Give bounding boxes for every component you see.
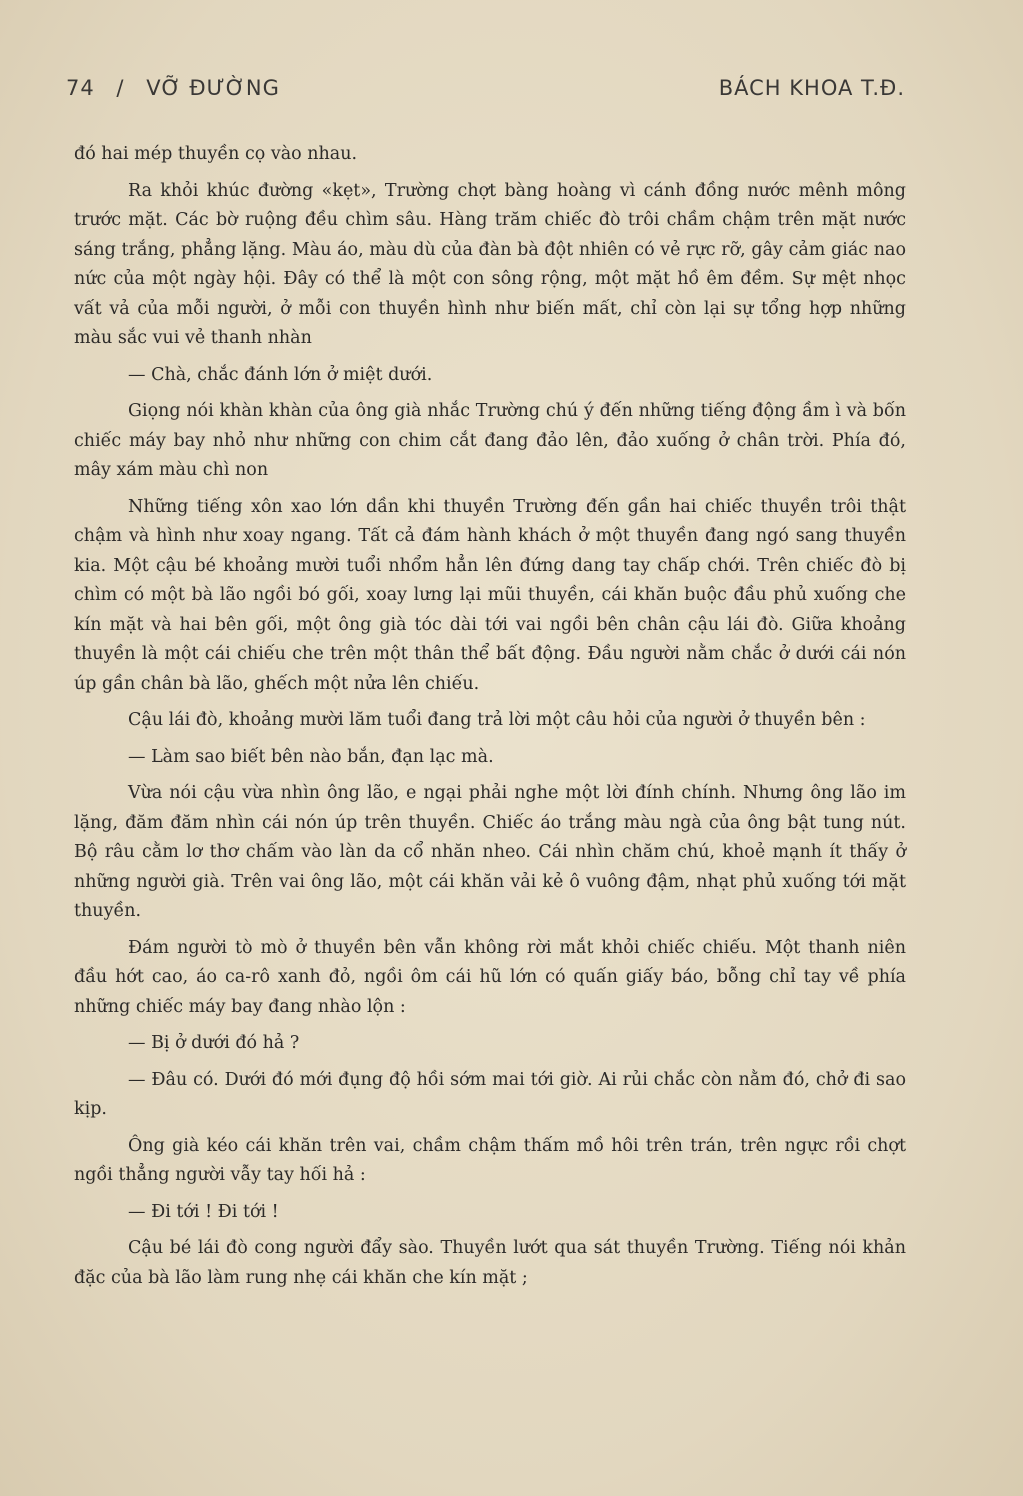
dialogue-line: — Bị ở dưới đó hả ? bbox=[128, 1033, 300, 1053]
story-title: VỠ ĐƯỜNG bbox=[146, 76, 280, 100]
running-header bbox=[66, 76, 905, 100]
magazine-name: BÁCH KHOA T.Đ. bbox=[718, 76, 905, 100]
article-body bbox=[74, 140, 906, 1300]
dialogue-line: — Làm sao biết bên nào bắn, đạn lạc mà. bbox=[128, 746, 494, 767]
paragraph: Cậu bé lái đò cong người đẩy sào. Thuyền lướt qua sát thuyền Trường. Tiếng nói khản đặc của bà lão làm rung nhẹ cái khăn che kín mặt ; bbox=[74, 1238, 906, 1288]
page-number: 74 bbox=[66, 76, 95, 100]
paragraph: Những tiếng xôn xao lớn dần khi thuyền Trường đến gần hai chiếc thuyền trôi thật chậm và hình như xoay ngang. Tất cả đám hành khách ở một thuyền đang ngó sang thuyền kia. Một cậu bé khoảng mười tuổi nhổm hẳn lên đứng dang tay chấp chới. Trên chiếc đò bị chìm có một bà lão ngồi bó gối, xoay lưng lại mũi thuyền, cái khăn buộc đầu phủ xuống che kín mặt và hai bên gối, một ông già tóc dài tới vai ngồi bên chân cậu lái đò. Giữa khoảng thuyền là một cái chiếu che trên một thân thể bất động. Đầu người nằm chắc ở dưới cái nón úp gần chân bà lão, ghếch một nửa lên chiếu. bbox=[74, 496, 906, 694]
dialogue-line: — Đi tới ! Đi tới ! bbox=[128, 1201, 279, 1222]
paragraph: Cậu lái đò, khoảng mười lăm tuổi đang trả lời một câu hỏi của người ở thuyền bên : bbox=[128, 710, 866, 730]
paragraph: đó hai mép thuyền cọ vào nhau. bbox=[74, 144, 358, 164]
header-left bbox=[66, 76, 294, 100]
header-separator: / bbox=[116, 76, 125, 100]
paragraph: Ông già kéo cái khăn trên vai, chầm chậm thấm mồ hôi trên trán, trên ngực rồi chợt ngồi thẳng người vẫy tay hối hả : bbox=[74, 1135, 906, 1185]
dialogue-line: — Chà, chắc đánh lớn ở miệt dưới. bbox=[128, 364, 433, 385]
dialogue-line: — Đâu có. Dưới đó mới đụng độ hồi sớm mai tới giờ. Ai rủi chắc còn nằm đó, chở đi sao kịp. bbox=[74, 1069, 906, 1119]
paragraph: Vừa nói cậu vừa nhìn ông lão, e ngại phải nghe một lời đính chính. Nhưng ông lão im lặng, đăm đăm nhìn cái nón úp trên thuyền. Chiếc áo trắng màu ngà của ông bật tung nút. Bộ râu cằm lơ thơ chấm vào làn da cổ nhăn nheo. Cái nhìn chăm chú, khoẻ mạnh ít thấy ở những người già. Trên vai ông lão, một cái khăn vải kẻ ô vuông đậm, nhạt phủ xuống tới mặt thuyền. bbox=[74, 783, 906, 921]
paragraph: Đám người tò mò ở thuyền bên vẫn không rời mắt khỏi chiếc chiếu. Một thanh niên đầu hớt cao, áo ca-rô xanh đỏ, ngồi ôm cái hũ lớn có quấn giấy báo, bỗng chỉ tay về phía những chiếc máy bay đang nhào lộn : bbox=[74, 937, 906, 1017]
paragraph: Ra khỏi khúc đường «kẹt», Trường chợt bàng hoàng vì cánh đồng nước mênh mông trước mặt. Các bờ ruộng đều chìm sâu. Hàng trăm chiếc đò trôi chầm chậm trên mặt nước sáng trắng, phẳng lặng. Màu áo, màu dù của đàn bà đột nhiên có vẻ rực rỡ, gây cảm giác nao nức của một ngày hội. Đây có thể là một con sông rộng, một mặt hồ êm đềm. Sự mệt nhọc vất vả của mỗi người, ở mỗi con thuyền hình như biến mất, chỉ còn lại sự tổng hợp những màu sắc vui vẻ thanh nhàn bbox=[74, 180, 906, 348]
paragraph: Giọng nói khàn khàn của ông già nhắc Trường chú ý đến những tiếng động ầm ì và bốn chiếc máy bay nhỏ như những con chim cắt đang đảo lên, đảo xuống ở chân trời. Phía đó, mây xám màu chì non bbox=[74, 401, 906, 480]
